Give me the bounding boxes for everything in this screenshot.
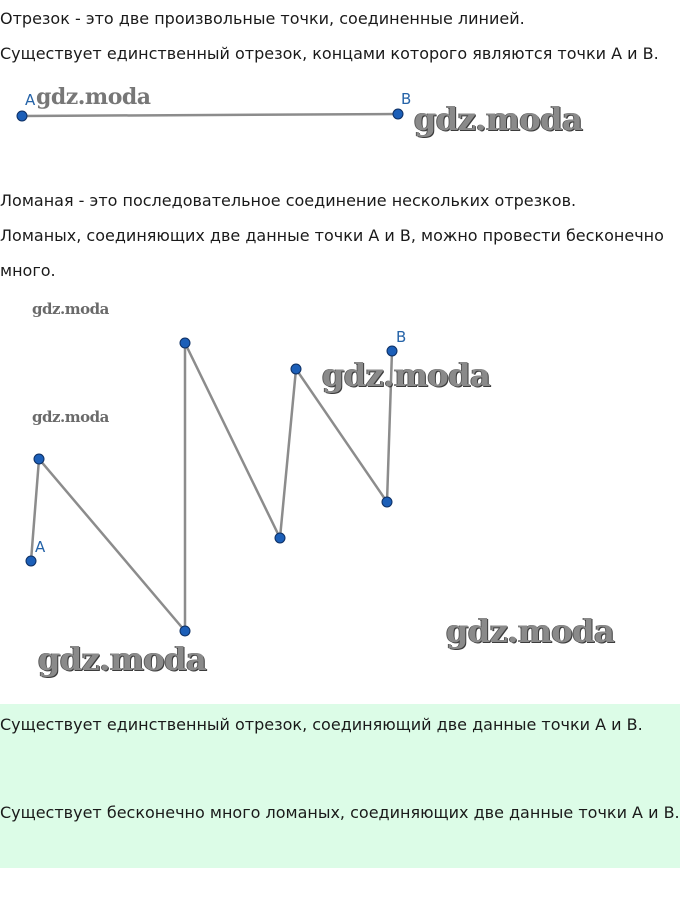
watermark-logo: gdz.moda — [32, 408, 109, 426]
point-a-label: A — [25, 91, 36, 109]
watermark-logo: gdz.moda — [414, 100, 583, 138]
polyline-vertex — [34, 454, 44, 464]
answer-segment: Существует единственный отрезок, соединяющий две данные точки А и В. — [0, 715, 643, 734]
definition-segment: Отрезок - это две произвольные точки, соединенные линией. — [0, 9, 525, 28]
watermark-logo: gdz.moda — [38, 640, 207, 678]
watermark-logo: gdz.moda — [446, 612, 615, 650]
point-b — [393, 109, 403, 119]
polyline-vertex — [275, 533, 285, 543]
segment-ab-line — [22, 114, 398, 116]
point-a-label: A — [35, 538, 46, 556]
answer-polyline: Существует бесконечно много ломаных, соединяющих две данные точки А и В. — [0, 803, 680, 822]
polyline-vertex — [387, 346, 397, 356]
polyline-infinite-text: Ломаных, соединяющих две данные точки А и В, можно провести бесконечно много. — [0, 226, 664, 280]
answer-box — [0, 704, 680, 868]
polyline-vertex — [26, 556, 36, 566]
point-a — [17, 111, 27, 121]
watermark-logo: gdz.moda — [322, 356, 491, 394]
polyline-vertex — [180, 626, 190, 636]
polyline-vertex — [180, 338, 190, 348]
point-b-label: B — [396, 328, 407, 346]
watermark-logo: gdz.moda — [32, 300, 109, 318]
polyline-vertex — [382, 497, 392, 507]
polyline-vertex — [291, 364, 301, 374]
point-b-label: B — [401, 90, 412, 108]
definition-polyline: Ломаная - это последовательное соединение нескольких отрезков. — [0, 191, 577, 210]
segment-uniqueness-text: Существует единственный отрезок, концами которого являются точки А и В. — [0, 44, 659, 63]
watermark-logo: gdz.moda — [36, 84, 151, 110]
